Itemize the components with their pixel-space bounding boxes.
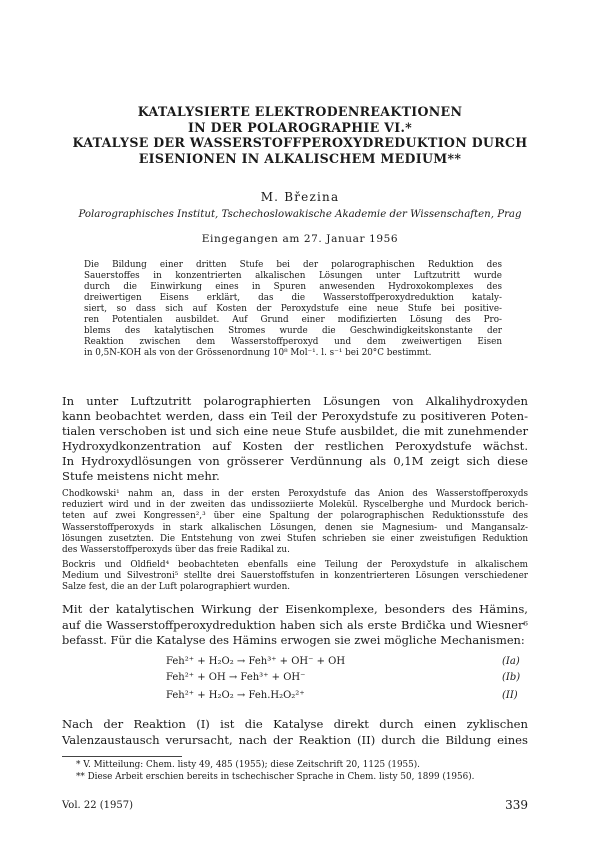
small-line: Wasserstoffperoxyds in stark alkalischen Lösungen, denen sie Magnesium- und Mangansalz- [62,522,528,533]
reaction-paragraph [62,717,528,757]
abstract-line: Reaktion zwischen dem Wasserstoffperoxyd und dem zweiwertigen Eisen [84,337,502,347]
intro-paragraph [62,394,528,499]
abstract [84,260,502,380]
abstract-line: dreiwertigen Eisens erklärt, das die Wasserstoffperoxydreduktion kataly- [84,293,502,303]
small-line: Chodkowski¹ nahm an, dass in der ersten Peroxydstufe das Anion des Wasserstoffperoxyds [62,489,528,499]
received-date: Eingegangen am 27. Januar 1956 [201,233,399,245]
body-line: Stufe meistens nicht mehr. [62,469,220,483]
author-name: M. Březina [260,190,340,204]
page-number: 339 [505,798,528,812]
title-line: KATALYSE DER WASSERSTOFFPEROXYDREDUKTION DURCH [72,135,528,150]
small-line: lösungen zusetzten. Die Entstehung von zwei Stufen schrieben sie einer zweistufigen Reduktion [62,533,528,544]
abstract-line: durch die Einwirkung eines in Spuren anwesenden Hydroxokomplexes des [84,282,502,292]
literature-paragraph-2 [62,560,528,600]
body-line: In Hydroxydlösungen von grösserer Verdünnung als 0,1M zeigt sich diese [62,454,528,468]
small-line: Medium und Silvestroni⁵ stellte drei Sauerstoffstufen in konzentrierteren Lösungen verschiedener [62,571,528,582]
footnote-2: ** Diese Arbeit erschien bereits in tschechischer Sprache in Chem. listy 50, 1899 (1956). [76,772,475,782]
title-line: KATALYSIERTE ELEKTRODENREAKTIONEN [137,104,463,119]
abstract-line: in 0,5N-KOH als von der Grössenordnung 10⁸ Mol⁻¹. l. s⁻¹ bei 20°C bestimmt. [84,348,432,358]
footnote-rule [62,756,182,757]
small-line: teten auf zwei Kongressen²,³ über eine Spaltung der polarographischen Reduktionsstufe des [62,511,528,522]
body-line: kann beobachtet werden, dass ein Teil der Peroxydstufe zu positiveren Poten- [62,409,528,423]
body-line: Nach der Reaktion (I) ist die Katalyse direkt durch einen zyklischen [62,717,528,731]
literature-paragraph-1 [62,489,528,555]
abstract-line: ren Potentialen ausbildet. Auf Grund einer modifizierten Lösung des Pro- [84,315,502,325]
mechanism-paragraph [62,602,528,652]
abstract-line: Die Bildung einer dritten Stufe bei der polarographischen Reduktion des [84,260,502,270]
body-line: auf die Wasserstoffperoxydreduktion haben sich als erste Brdička und Wiesner⁶ [62,617,528,632]
title-line: EISENIONEN IN ALKALISCHEM MEDIUM** [138,150,462,166]
body-line: Hydroxydkonzentration auf Kosten der restlichen Peroxydstufe wächst. [62,439,528,453]
body-line: Mit der katalytischen Wirkung der Eisenkomplexe, besonders des Hämins, [62,602,528,616]
title-line: IN DER POLAROGRAPHIE VI.* [187,119,413,135]
body-line: befasst. Für die Katalyse des Hämins erwogen sie zwei mögliche Mechanismen: [62,633,525,647]
equation-label-ib: (Ib) [502,672,521,683]
footnote-1: * V. Mitteilung: Chem. listy 49, 485 (1955); diese Zeitschrift 20, 1125 (1955). [76,760,420,770]
equation-label-ia: (Ia) [502,656,520,667]
equation-ii: Feh²⁺ + H₂O₂ → Feh.H₂O₂²⁺ [166,690,305,701]
body-line: tialen verschoben ist und sich eine neue Stufe ausbildet, die mit zunehmender [62,424,528,438]
body-line: Valenzaustausch verursacht, nach der Reaktion (II) durch die Bildung eines [62,732,528,747]
small-line: des Wasserstoffperoxyds über das freie Radikal zu. [62,545,290,555]
equation-ia: Feh²⁺ + H₂O₂ → Feh³⁺ + OH⁻ + OH [166,656,346,667]
journal-volume: Vol. 22 (1957) [62,800,134,811]
abstract-line: siert, so dass sich auf Kosten der Peroxydstufe eine neue Stufe bei positive- [84,304,502,314]
equation-label-ii: (II) [502,690,518,701]
small-line: Salze fest, die an der Luft polarographiert wurden. [62,582,291,593]
abstract-line: blems des katalytischen Stromes wurde die Geschwindigkeitskonstante der [84,326,502,336]
small-line: Bockris und Oldfield⁴ beobachteten ebenfalls eine Teilung der Peroxydstufe in alkalischem [62,560,528,570]
equation-ib: Feh²⁺ + OH → Feh³⁺ + OH⁻ [166,672,306,683]
body-line: In unter Luftzutritt polarographierten Lösungen von Alkalihydroxyden [62,394,528,408]
article-title [40,104,560,166]
abstract-line: Sauerstoffes in konzentrierten alkalischen Lösungen unter Luftzutritt wurde [84,271,502,281]
author-affiliation: Polarographisches Institut, Tschechoslowakische Akademie der Wissenschaften, Prag [78,209,522,220]
small-line: reduziert wird und in der zweiten das undissoziierte Molekül. Ryscelberghe und Murdock berich- [62,500,528,511]
